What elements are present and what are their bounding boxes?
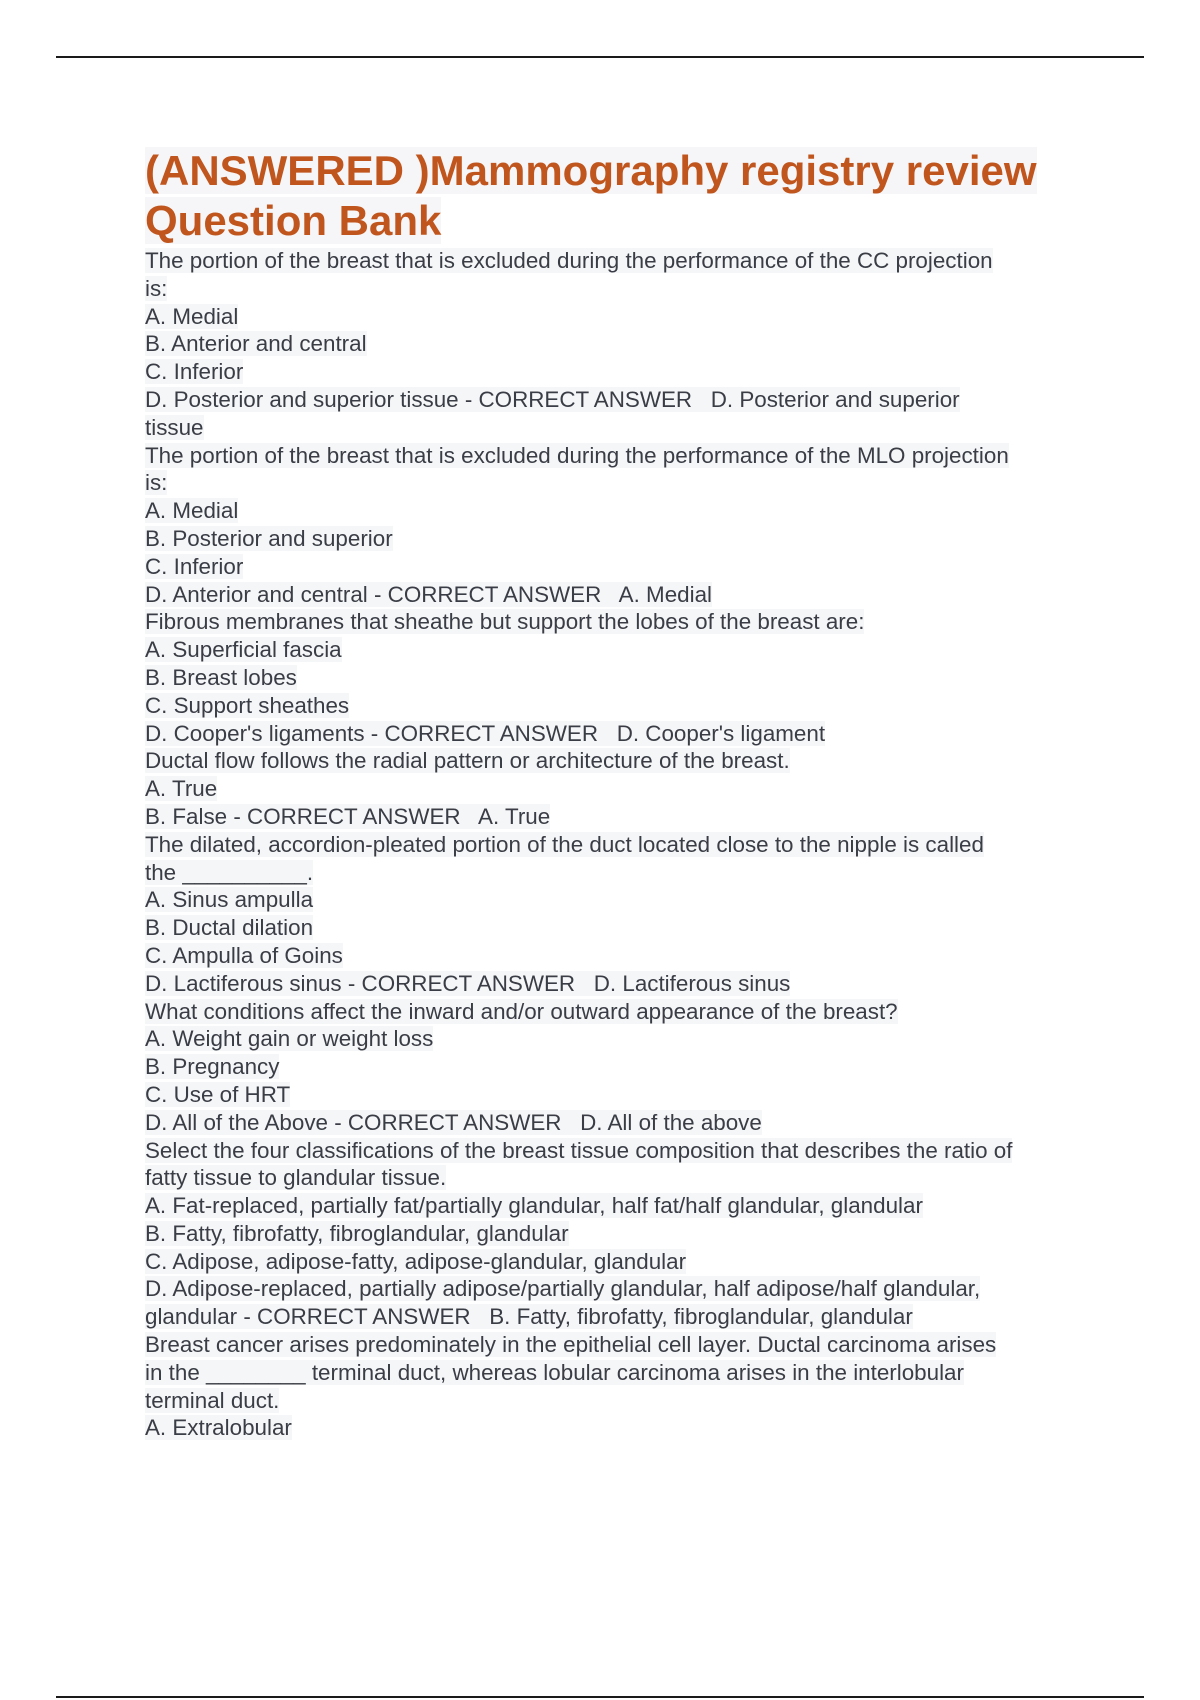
text-line — [145, 998, 1090, 1026]
text-line — [145, 1081, 1090, 1109]
text-line-content: Breast cancer arises predominately in the epithelial cell layer. Ductal carcinoma arises — [145, 1332, 997, 1358]
text-line — [145, 720, 1090, 748]
text-line — [145, 1248, 1090, 1276]
text-line — [145, 803, 1090, 831]
text-line-content: B. Pregnancy — [145, 1054, 280, 1080]
text-line — [145, 1053, 1090, 1081]
text-line-content: D. Posterior and superior tissue - CORRECT ANSWER D. Posterior and superior — [145, 386, 960, 412]
text-line-content: C. Adipose, adipose-fatty, adipose-glandular, glandular — [145, 1248, 687, 1274]
bottom-rule — [56, 1696, 1144, 1698]
text-line-content: C. Support sheathes — [145, 692, 350, 718]
text-line — [145, 525, 1090, 553]
text-line-content: D. All of the Above - CORRECT ANSWER D. All of the above — [145, 1109, 762, 1135]
text-line — [145, 1137, 1090, 1165]
text-line-content: The portion of the breast that is excluded during the performance of the MLO projection — [145, 442, 1009, 468]
text-line — [145, 358, 1090, 386]
text-line — [145, 303, 1090, 331]
document-body — [145, 146, 1090, 1442]
title-line-1: (ANSWERED )Mammography registry review — [145, 147, 1037, 194]
text-line-content: A. Medial — [145, 303, 239, 329]
text-line — [145, 1220, 1090, 1248]
question-list — [145, 247, 1090, 1442]
text-line-content: C. Ampulla of Goins — [145, 942, 343, 968]
text-line — [145, 1192, 1090, 1220]
text-line-content: What conditions affect the inward and/or outward appearance of the breast? — [145, 998, 898, 1024]
document-title — [145, 146, 1090, 246]
text-line-content: terminal duct. — [145, 1387, 280, 1413]
text-line-content: A. Superficial fascia — [145, 637, 342, 663]
title-line-2: Question Bank — [145, 197, 442, 244]
text-line-content: C. Inferior — [145, 359, 244, 385]
text-line — [145, 886, 1090, 914]
text-line-content: D. Adipose-replaced, partially adipose/partially glandular, half adipose/half glandular, — [145, 1276, 981, 1302]
text-line — [145, 414, 1090, 442]
text-line-content: B. Fatty, fibrofatty, fibroglandular, glandular — [145, 1220, 569, 1246]
text-line-content: A. Extralobular — [145, 1415, 292, 1441]
text-line — [145, 1164, 1090, 1192]
text-line — [145, 1109, 1090, 1137]
text-line — [145, 247, 1090, 275]
text-line-content: B. Posterior and superior — [145, 525, 393, 551]
text-line-content: B. False - CORRECT ANSWER A. True — [145, 803, 551, 829]
text-line-content: D. Anterior and central - CORRECT ANSWER A. Medial — [145, 581, 713, 607]
text-line — [145, 497, 1090, 525]
text-line — [145, 1387, 1090, 1415]
text-line — [145, 608, 1090, 636]
text-line — [145, 1303, 1090, 1331]
text-line — [145, 330, 1090, 358]
text-line-content: C. Use of HRT — [145, 1081, 291, 1107]
text-line — [145, 386, 1090, 414]
text-line — [145, 469, 1090, 497]
text-line-content: The dilated, accordion-pleated portion of the duct located close to the nipple is called — [145, 831, 984, 857]
text-line — [145, 942, 1090, 970]
text-line-content: D. Lactiferous sinus - CORRECT ANSWER D. Lactiferous sinus — [145, 970, 791, 996]
text-line — [145, 553, 1090, 581]
text-line — [145, 636, 1090, 664]
text-line — [145, 1275, 1090, 1303]
text-line-content: C. Inferior — [145, 553, 244, 579]
text-line-content: glandular - CORRECT ANSWER B. Fatty, fibrofatty, fibroglandular, glandular — [145, 1304, 913, 1330]
text-line-content: fatty tissue to glandular tissue. — [145, 1165, 447, 1191]
text-line — [145, 442, 1090, 470]
text-line — [145, 831, 1090, 859]
text-line-content: A. Fat-replaced, partially fat/partially glandular, half fat/half glandular, glandular — [145, 1193, 923, 1219]
text-line — [145, 1359, 1090, 1387]
text-line-content: Ductal flow follows the radial pattern or architecture of the breast. — [145, 748, 790, 774]
text-line — [145, 747, 1090, 775]
text-line-content: A. True — [145, 776, 218, 802]
text-line-content: The portion of the breast that is excluded during the performance of the CC projection — [145, 248, 993, 273]
text-line-content: Select the four classifications of the breast tissue composition that describes the ratio of — [145, 1137, 1013, 1163]
text-line-content: Fibrous membranes that sheathe but support the lobes of the breast are: — [145, 609, 865, 635]
text-line-content: in the ________ terminal duct, whereas lobular carcinoma arises in the interlobular — [145, 1359, 964, 1385]
text-line — [145, 692, 1090, 720]
text-line — [145, 664, 1090, 692]
text-line — [145, 914, 1090, 942]
text-line-content: A. Weight gain or weight loss — [145, 1026, 434, 1052]
text-line — [145, 970, 1090, 998]
text-line-content: D. Cooper's ligaments - CORRECT ANSWER D. Cooper's ligament — [145, 720, 826, 746]
text-line-content: is: — [145, 275, 168, 301]
text-line-content: A. Sinus ampulla — [145, 887, 314, 913]
top-rule — [56, 56, 1144, 58]
text-line-content: A. Medial — [145, 498, 239, 524]
text-line-content: is: — [145, 470, 168, 496]
text-line-content: tissue — [145, 414, 204, 440]
text-line — [145, 581, 1090, 609]
text-line — [145, 1331, 1090, 1359]
text-line-content: the __________. — [145, 859, 314, 885]
text-line-content: B. Anterior and central — [145, 331, 367, 357]
text-line — [145, 275, 1090, 303]
text-line-content: B. Ductal dilation — [145, 915, 314, 941]
text-line-content: B. Breast lobes — [145, 664, 297, 690]
text-line — [145, 1025, 1090, 1053]
text-line — [145, 859, 1090, 887]
text-line — [145, 775, 1090, 803]
text-line — [145, 1414, 1090, 1442]
